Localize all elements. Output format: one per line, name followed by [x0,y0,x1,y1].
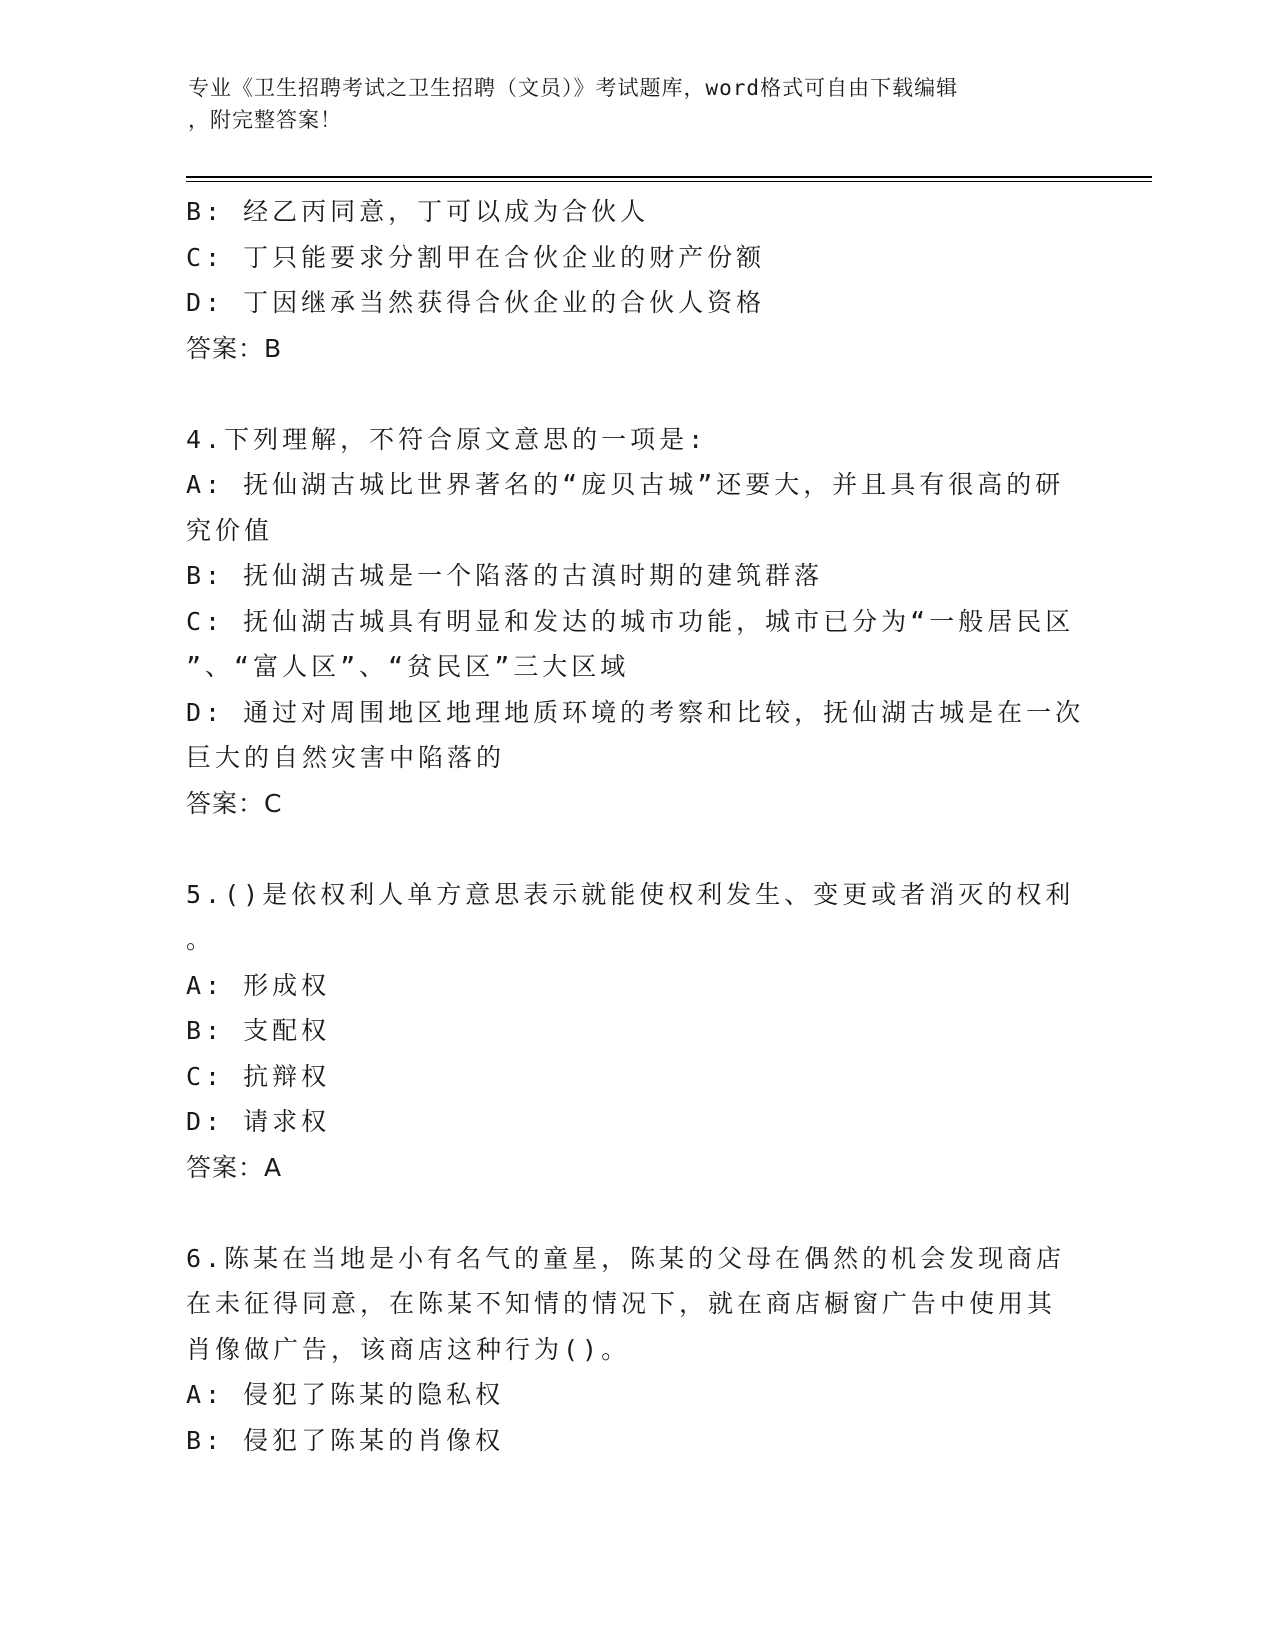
header-divider-thin [186,181,1152,182]
answer-line: 答案：A [186,1152,283,1182]
question-stem-continued: 在未征得同意，在陈某不知情的情况下，就在商店橱窗广告中使用其 [186,1289,1057,1318]
option-a: A: 形成权 [186,970,331,1000]
option-c-continued: ”、“富人区”、“贫民区”三大区域 [186,652,630,681]
option-c: C: 抗辩权 [186,1061,331,1091]
spacer [186,371,1086,417]
question-5 [186,872,1086,1191]
header-title-line: 专业《卫生招聘考试之卫生招聘（文员）》考试题库，word格式可自由下载编辑 [188,76,959,100]
option-b: B: 经乙丙同意，丁可以成为合伙人 [186,197,650,226]
option-d: D: 请求权 [186,1107,331,1136]
answer-line: 答案：B [186,333,283,363]
question-3-tail [186,189,1086,371]
question-stem: 4.下列理解，不符合原文意思的一项是: [186,424,708,454]
option-b: B: 抚仙湖古城是一个陷落的古滇时期的建筑群落 [186,561,824,590]
option-c: C: 丁只能要求分割甲在合伙企业的财产份额 [186,242,766,272]
question-4 [186,417,1086,827]
question-list [186,189,1086,1463]
option-d-continued: 巨大的自然灾害中陷落的 [186,743,506,772]
option-d: D: 通过对周围地区地理地质环境的考察和比较，抚仙湖古城是在一次 [186,697,1085,727]
option-b: B: 支配权 [186,1016,331,1045]
question-stem: 5.()是依权利人单方意思表示就能使权利发生、变更或者消灭的权利 [186,879,1075,909]
answer-line: 答案：C [186,788,283,818]
header-divider-thick [186,176,1152,178]
spacer [186,1190,1086,1236]
question-stem: 6.陈某在当地是小有名气的童星，陈某的父母在偶然的机会发现商店 [186,1243,1066,1273]
option-d: D: 丁因继承当然获得合伙企业的合伙人资格 [186,288,766,317]
question-6 [186,1236,1086,1464]
question-stem-continued: 肖像做广告，该商店这种行为()。 [186,1334,631,1364]
option-a: A: 侵犯了陈某的隐私权 [186,1380,505,1409]
document-header [188,72,1068,136]
option-a-continued: 究价值 [186,515,274,545]
option-b: B: 侵犯了陈某的肖像权 [186,1425,505,1455]
option-a: A: 抚仙湖古城比世界著名的“庞贝古城”还要大，并且具有很高的研 [186,470,1065,499]
option-c: C: 抚仙湖古城具有明显和发达的城市功能，城市已分为“一般居民区 [186,606,1075,636]
question-stem-continued: 。 [186,925,216,954]
header-title-line-continued: ，附完整答案！ [188,108,342,132]
spacer [186,826,1086,872]
